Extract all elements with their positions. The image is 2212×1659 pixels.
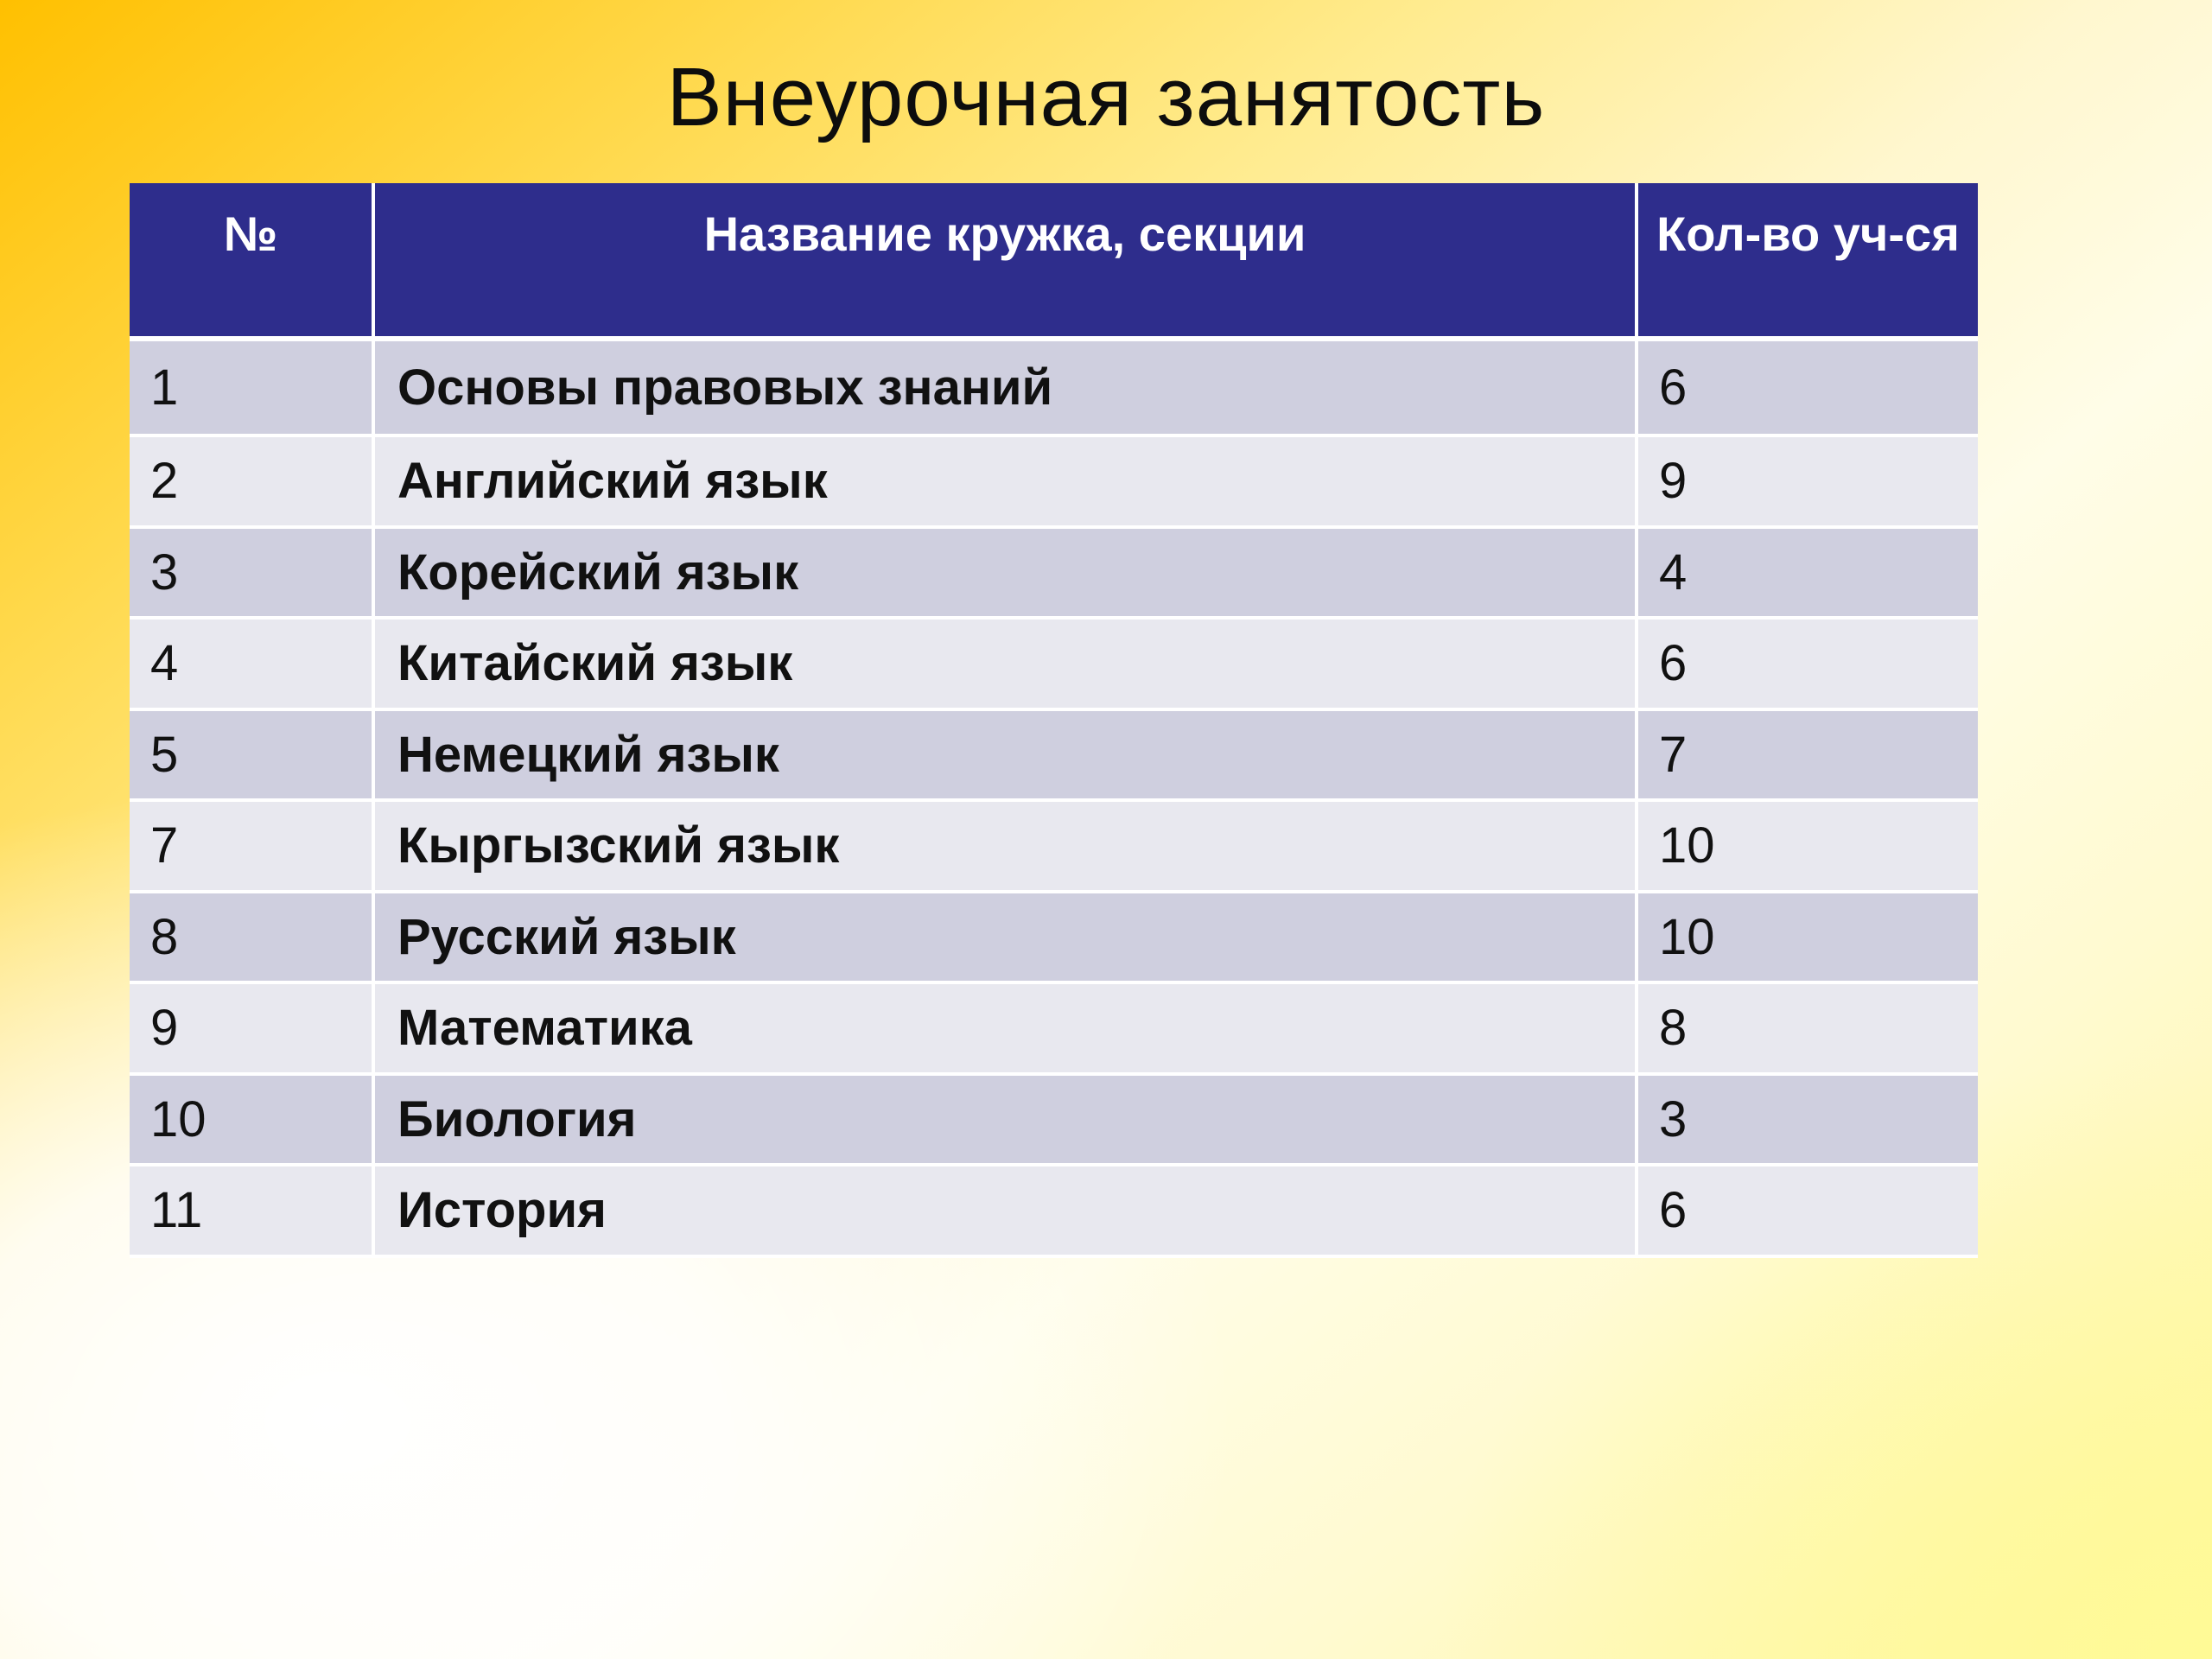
table-row (130, 892, 1978, 983)
row-count-cell: 6 (1637, 339, 1978, 435)
row-number-cell: 5 (130, 709, 373, 801)
table (130, 183, 1978, 1258)
table-row (130, 435, 1978, 527)
row-count-cell: 6 (1637, 618, 1978, 709)
row-name-cell: Кыргызский язык (373, 800, 1637, 892)
table-row (130, 800, 1978, 892)
slide-title: Внеурочная занятость (666, 51, 1546, 143)
row-name-cell: Китайский язык (373, 618, 1637, 709)
row-name-cell: Русский язык (373, 892, 1637, 983)
row-count-cell: 4 (1637, 527, 1978, 619)
table-row (130, 618, 1978, 709)
row-number-cell: 1 (130, 339, 373, 435)
row-name-cell: Немецкий язык (373, 709, 1637, 801)
row-number-cell: 9 (130, 982, 373, 1074)
row-count-cell: 9 (1637, 435, 1978, 527)
table-row (130, 527, 1978, 619)
table-header-row (130, 183, 1978, 339)
row-name-cell: Биология (373, 1074, 1637, 1166)
column-header-name: Название кружка, секции (373, 183, 1637, 339)
row-count-cell: 3 (1637, 1074, 1978, 1166)
row-number-cell: 7 (130, 800, 373, 892)
row-count-cell: 10 (1637, 892, 1978, 983)
row-name-cell: Основы правовых знаний (373, 339, 1637, 435)
table-row (130, 709, 1978, 801)
row-name-cell: Математика (373, 982, 1637, 1074)
row-name-cell: История (373, 1165, 1637, 1256)
row-count-cell: 6 (1637, 1165, 1978, 1256)
column-header-count: Кол-во уч-ся (1637, 183, 1978, 339)
extracurricular-table (130, 183, 1978, 1258)
row-number-cell: 2 (130, 435, 373, 527)
row-number-cell: 8 (130, 892, 373, 983)
row-number-cell: 4 (130, 618, 373, 709)
table-row (130, 1165, 1978, 1256)
row-number-cell: 11 (130, 1165, 373, 1256)
row-count-cell: 10 (1637, 800, 1978, 892)
table-row (130, 1074, 1978, 1166)
row-name-cell: Английский язык (373, 435, 1637, 527)
row-name-cell: Корейский язык (373, 527, 1637, 619)
row-count-cell: 8 (1637, 982, 1978, 1074)
column-header-number: № (130, 183, 373, 339)
table-row (130, 339, 1978, 435)
row-number-cell: 3 (130, 527, 373, 619)
table-row (130, 982, 1978, 1074)
row-number-cell: 10 (130, 1074, 373, 1166)
row-count-cell: 7 (1637, 709, 1978, 801)
